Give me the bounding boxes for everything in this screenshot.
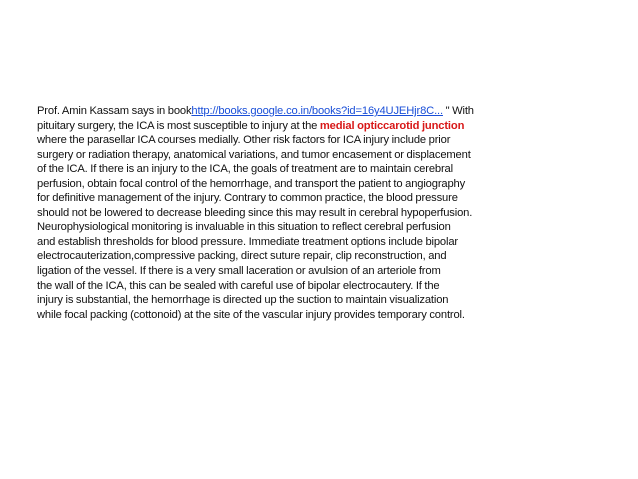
- book-link[interactable]: http://books.google.co.in/books?id=16y4UJEHjr8C...: [191, 105, 443, 117]
- paragraph-line: where the parasellar ICA courses medially. Other risk factors for ICA injury include prior: [37, 134, 451, 147]
- paragraph-line: for definitive management of the injury. Contrary to common practice, the blood pressure: [37, 192, 458, 205]
- line-2-text: pituitary surgery, the ICA is most susceptible to injury at the: [37, 119, 320, 132]
- paragraph-line: injury is substantial, the hemorrhage is directed up the suction to maintain visualization: [37, 294, 449, 307]
- paragraph-line-1: [37, 104, 612, 119]
- paragraph-line: Neurophysiological monitoring is invaluable in this situation to reflect cerebral perfusion: [37, 221, 451, 234]
- paragraph-line-2: [37, 119, 612, 134]
- paragraph-line: electrocauterization,compressive packing, direct suture repair, clip reconstruction, and: [37, 250, 447, 263]
- paragraph-line: the wall of the ICA, this can be sealed with careful use of bipolar electrocautery. If the: [37, 279, 440, 292]
- highlighted-phrase: medial opticcarotid junction: [319, 119, 465, 132]
- paragraph-line: and establish thresholds for blood pressure. Immediate treatment options include bipolar: [37, 235, 458, 248]
- paragraph-line: should not be lowered to decrease bleeding since this may result in cerebral hypoperfusion.: [37, 206, 473, 219]
- intro-text: Prof. Amin Kassam says in book: [37, 105, 192, 117]
- paragraph-line: perfusion, obtain focal control of the hemorrhage, and transport the patient to angiography: [37, 177, 466, 190]
- paragraph-line: surgery or radiation therapy, anatomical variations, and tumor encasement or displacement: [37, 148, 471, 161]
- paragraph-line: of the ICA. If there is an injury to the ICA, the goals of treatment are to maintain cerebral: [37, 163, 453, 176]
- paragraph-line: ligation of the vessel. If there is a very small laceration or avulsion of an arteriole from: [37, 265, 441, 278]
- paragraph-line: while focal packing (cottonoid) at the site of the vascular injury provides temporary control.: [37, 308, 465, 321]
- quote-paragraph: [37, 104, 612, 322]
- quote-open-text: " With: [442, 105, 474, 117]
